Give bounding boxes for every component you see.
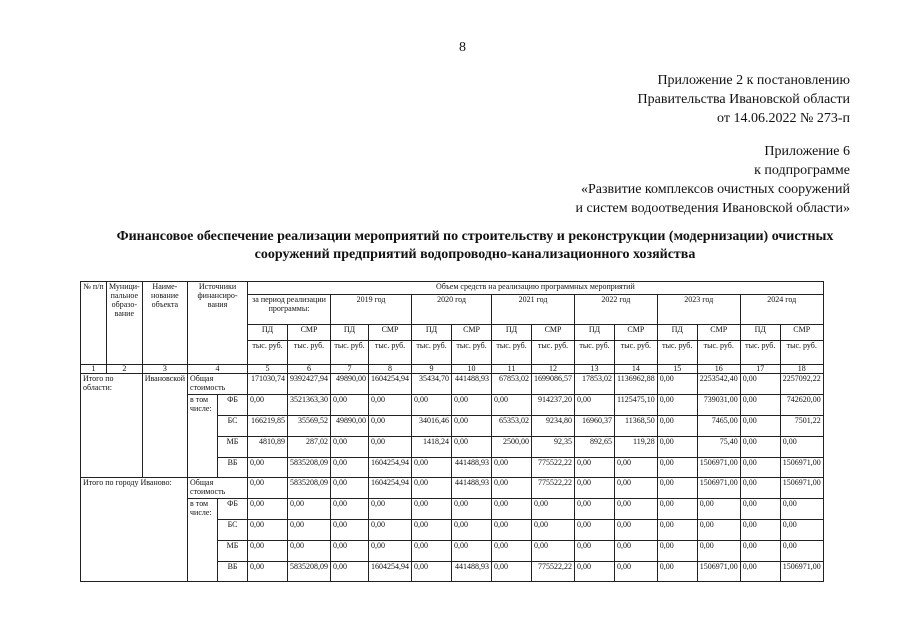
table-row <box>81 374 824 395</box>
value-cell: 0,00 <box>740 437 780 458</box>
value-cell: 0,00 <box>740 478 780 499</box>
unit-label: тыс. руб. <box>331 341 369 365</box>
value-cell: 0,00 <box>331 499 369 520</box>
pd-header: ПД <box>740 325 780 341</box>
page-number: 8 <box>459 40 466 55</box>
value-cell: 0,00 <box>697 541 740 562</box>
value-cell: 0,00 <box>369 437 412 458</box>
value-cell: 0,00 <box>369 520 412 541</box>
value-cell: 0,00 <box>412 499 452 520</box>
document-title <box>60 228 890 264</box>
value-cell: 5835208,09 <box>288 562 331 582</box>
value-cell: 1506971,00 <box>780 478 823 499</box>
value-cell: 0,00 <box>740 499 780 520</box>
total-cost-label: Общая стоимость <box>188 478 248 499</box>
value-cell: 0,00 <box>331 541 369 562</box>
value-cell: 1418,24 <box>412 437 452 458</box>
value-cell: 7465,00 <box>697 416 740 437</box>
unit-label: тыс. руб. <box>288 341 331 365</box>
value-cell: 0,00 <box>452 520 492 541</box>
value-cell: 0,00 <box>657 562 697 582</box>
value-cell: 17853,02 <box>575 374 615 395</box>
value-cell: 0,00 <box>412 562 452 582</box>
appendix-header <box>638 71 850 128</box>
value-cell: 0,00 <box>248 499 288 520</box>
value-cell: 441488,93 <box>452 458 492 478</box>
including-label: в том числе: <box>188 499 218 582</box>
value-cell: 0,00 <box>615 541 658 562</box>
year-header: 2021 год <box>492 295 575 325</box>
col-head-municipality: Муници-пальное образо-вание <box>107 282 143 365</box>
value-cell: 0,00 <box>492 541 532 562</box>
value-cell: 0,00 <box>452 395 492 416</box>
value-cell: 0,00 <box>740 416 780 437</box>
year-header: 2024 год <box>740 295 823 325</box>
block-label: Итого по городу Иваново: <box>81 478 188 582</box>
value-cell: 67853,02 <box>492 374 532 395</box>
value-cell: 49890,00 <box>331 374 369 395</box>
value-cell: 34016,46 <box>412 416 452 437</box>
value-cell: 0,00 <box>248 541 288 562</box>
value-cell: 35434,70 <box>412 374 452 395</box>
value-cell: 0,00 <box>740 374 780 395</box>
value-cell: 0,00 <box>369 395 412 416</box>
value-cell: 0,00 <box>657 520 697 541</box>
value-cell: 0,00 <box>452 416 492 437</box>
pd-header: ПД <box>657 325 697 341</box>
value-cell: 1506971,00 <box>697 562 740 582</box>
pd-header: ПД <box>575 325 615 341</box>
unit-label: тыс. руб. <box>615 341 658 365</box>
value-cell: 1699086,57 <box>532 374 575 395</box>
year-header: 2019 год <box>331 295 412 325</box>
value-cell: 119,28 <box>615 437 658 458</box>
value-cell: 1506971,00 <box>697 458 740 478</box>
value-cell: 7501,22 <box>780 416 823 437</box>
value-cell: 1604254,94 <box>369 562 412 582</box>
block-object: Ивановской <box>142 374 187 478</box>
value-cell: 0,00 <box>452 437 492 458</box>
value-cell: 775522,22 <box>532 562 575 582</box>
title-line: Финансовое обеспечение реализации мероприятий по строительству и реконструкции (модернизации) очистных <box>116 229 834 244</box>
value-cell: 0,00 <box>575 520 615 541</box>
col-number: 6 <box>288 365 331 374</box>
source-label: МБ <box>218 541 248 562</box>
value-cell: 0,00 <box>740 458 780 478</box>
value-cell: 0,00 <box>412 478 452 499</box>
appendix-line: Правительства Ивановской области <box>637 92 850 107</box>
value-cell: 0,00 <box>248 395 288 416</box>
value-cell: 0,00 <box>288 541 331 562</box>
value-cell: 0,00 <box>248 458 288 478</box>
unit-label: тыс. руб. <box>532 341 575 365</box>
value-cell: 914237,20 <box>532 395 575 416</box>
col-number: 3 <box>142 365 187 374</box>
unit-label: тыс. руб. <box>740 341 780 365</box>
pd-header: ПД <box>492 325 532 341</box>
pd-header: ПД <box>248 325 288 341</box>
value-cell: 0,00 <box>331 478 369 499</box>
pd-header: ПД <box>331 325 369 341</box>
value-cell: 0,00 <box>248 478 288 499</box>
value-cell: 0,00 <box>780 437 823 458</box>
value-cell: 0,00 <box>331 520 369 541</box>
subappendix-line: «Развитие комплексов очистных сооружений <box>580 182 850 197</box>
col-number: 8 <box>369 365 412 374</box>
col-number: 7 <box>331 365 369 374</box>
value-cell: 0,00 <box>615 520 658 541</box>
value-cell: 0,00 <box>740 562 780 582</box>
source-label: БС <box>218 520 248 541</box>
value-cell: 0,00 <box>575 458 615 478</box>
value-cell: 0,00 <box>369 499 412 520</box>
source-label: МБ <box>218 437 248 458</box>
value-cell: 1604254,94 <box>369 478 412 499</box>
col-number: 11 <box>492 365 532 374</box>
value-cell: 742620,00 <box>780 395 823 416</box>
value-cell: 2500,00 <box>492 437 532 458</box>
value-cell: 0,00 <box>248 562 288 582</box>
value-cell: 0,00 <box>575 562 615 582</box>
value-cell: 11368,50 <box>615 416 658 437</box>
value-cell: 0,00 <box>452 499 492 520</box>
unit-label: тыс. руб. <box>412 341 452 365</box>
value-cell: 0,00 <box>740 395 780 416</box>
value-cell: 0,00 <box>657 478 697 499</box>
unit-label: тыс. руб. <box>492 341 532 365</box>
value-cell: 441488,93 <box>452 374 492 395</box>
smr-header: СМР <box>697 325 740 341</box>
value-cell: 0,00 <box>657 395 697 416</box>
smr-header: СМР <box>532 325 575 341</box>
value-cell: 0,00 <box>288 520 331 541</box>
unit-label: тыс. руб. <box>452 341 492 365</box>
smr-header: СМР <box>780 325 823 341</box>
col-head-volume: Объем средств на реализацию программных мероприятий <box>248 282 824 295</box>
pd-header: ПД <box>412 325 452 341</box>
value-cell: 9234,80 <box>532 416 575 437</box>
value-cell: 0,00 <box>331 395 369 416</box>
value-cell: 775522,22 <box>532 478 575 499</box>
financing-table <box>80 281 824 582</box>
value-cell: 1506971,00 <box>780 562 823 582</box>
value-cell: 287,02 <box>288 437 331 458</box>
subappendix-line: Приложение 6 <box>764 144 850 159</box>
value-cell: 0,00 <box>575 395 615 416</box>
value-cell: 4810,89 <box>248 437 288 458</box>
total-cost-label: Общая стоимость <box>188 374 248 395</box>
unit-label: тыс. руб. <box>369 341 412 365</box>
value-cell: 0,00 <box>657 374 697 395</box>
including-label: в том числе: <box>188 395 218 478</box>
value-cell: 0,00 <box>492 499 532 520</box>
value-cell: 1506971,00 <box>780 458 823 478</box>
unit-label: тыс. руб. <box>657 341 697 365</box>
value-cell: 65353,02 <box>492 416 532 437</box>
value-cell: 0,00 <box>615 562 658 582</box>
source-label: ВБ <box>218 458 248 478</box>
year-header: 2023 год <box>657 295 740 325</box>
value-cell: 0,00 <box>575 478 615 499</box>
value-cell: 75,40 <box>697 437 740 458</box>
source-label: БС <box>218 416 248 437</box>
col-head-object: Наиме-нование объекта <box>142 282 187 365</box>
source-label: ВБ <box>218 562 248 582</box>
value-cell: 0,00 <box>492 458 532 478</box>
value-cell: 0,00 <box>492 478 532 499</box>
source-label: ФБ <box>218 499 248 520</box>
table-row <box>81 478 824 499</box>
col-number: 17 <box>740 365 780 374</box>
col-number: 12 <box>532 365 575 374</box>
block-label: Итого по области: <box>81 374 143 478</box>
smr-header: СМР <box>288 325 331 341</box>
unit-label: тыс. руб. <box>697 341 740 365</box>
col-number: 15 <box>657 365 697 374</box>
value-cell: 5835208,09 <box>288 478 331 499</box>
year-header: 2022 год <box>575 295 658 325</box>
value-cell: 0,00 <box>657 437 697 458</box>
value-cell: 0,00 <box>740 541 780 562</box>
value-cell: 0,00 <box>657 416 697 437</box>
unit-label: тыс. руб. <box>780 341 823 365</box>
value-cell: 0,00 <box>492 562 532 582</box>
value-cell: 441488,93 <box>452 562 492 582</box>
value-cell: 0,00 <box>657 499 697 520</box>
value-cell: 0,00 <box>532 520 575 541</box>
subappendix-line: и систем водоотведения Ивановской области» <box>575 201 850 216</box>
unit-label: тыс. руб. <box>248 341 288 365</box>
value-cell: 2253542,40 <box>697 374 740 395</box>
value-cell: 0,00 <box>740 520 780 541</box>
subappendix-line: к подпрограмме <box>754 163 850 178</box>
value-cell: 0,00 <box>492 395 532 416</box>
value-cell: 35569,52 <box>288 416 331 437</box>
value-cell: 2257092,22 <box>780 374 823 395</box>
value-cell: 892,65 <box>575 437 615 458</box>
value-cell: 9392427,94 <box>288 374 331 395</box>
value-cell: 0,00 <box>331 458 369 478</box>
value-cell: 0,00 <box>492 520 532 541</box>
value-cell: 5835208,09 <box>288 458 331 478</box>
col-number: 18 <box>780 365 823 374</box>
value-cell: 0,00 <box>780 520 823 541</box>
title-line: сооружений предприятий водопроводно-канализационного хозяйства <box>254 247 696 262</box>
col-head-sources: Источники финансиро-вания <box>188 282 248 365</box>
value-cell: 0,00 <box>288 499 331 520</box>
value-cell: 0,00 <box>697 499 740 520</box>
col-number: 5 <box>248 365 288 374</box>
value-cell: 1136962,88 <box>615 374 658 395</box>
col-number: 2 <box>107 365 143 374</box>
value-cell: 0,00 <box>532 541 575 562</box>
smr-header: СМР <box>615 325 658 341</box>
value-cell: 0,00 <box>575 499 615 520</box>
value-cell: 0,00 <box>452 541 492 562</box>
col-number: 9 <box>412 365 452 374</box>
value-cell: 0,00 <box>575 541 615 562</box>
value-cell: 0,00 <box>615 458 658 478</box>
value-cell: 0,00 <box>657 541 697 562</box>
value-cell: 0,00 <box>369 416 412 437</box>
value-cell: 16960,37 <box>575 416 615 437</box>
value-cell: 0,00 <box>412 395 452 416</box>
unit-label: тыс. руб. <box>575 341 615 365</box>
col-head-period: за период реализации программы: <box>248 295 331 325</box>
value-cell: 739031,00 <box>697 395 740 416</box>
value-cell: 1604254,94 <box>369 458 412 478</box>
col-number: 14 <box>615 365 658 374</box>
col-number: 4 <box>188 365 248 374</box>
value-cell: 0,00 <box>697 520 740 541</box>
value-cell: 441488,93 <box>452 478 492 499</box>
value-cell: 1125475,10 <box>615 395 658 416</box>
value-cell: 0,00 <box>248 520 288 541</box>
col-number: 13 <box>575 365 615 374</box>
value-cell: 0,00 <box>412 520 452 541</box>
value-cell: 0,00 <box>615 478 658 499</box>
value-cell: 0,00 <box>331 562 369 582</box>
value-cell: 775522,22 <box>532 458 575 478</box>
subappendix-header <box>576 142 850 218</box>
value-cell: 0,00 <box>412 541 452 562</box>
value-cell: 0,00 <box>780 499 823 520</box>
col-head-num: № п/п <box>81 282 107 365</box>
table-row <box>81 499 824 520</box>
value-cell: 0,00 <box>615 499 658 520</box>
col-number: 1 <box>81 365 107 374</box>
value-cell: 1506971,00 <box>697 478 740 499</box>
smr-header: СМР <box>452 325 492 341</box>
value-cell: 49890,00 <box>331 416 369 437</box>
col-number: 10 <box>452 365 492 374</box>
value-cell: 1604254,94 <box>369 374 412 395</box>
source-label: ФБ <box>218 395 248 416</box>
value-cell: 166219,85 <box>248 416 288 437</box>
appendix-line: Приложение 2 к постановлению <box>657 73 850 88</box>
smr-header: СМР <box>369 325 412 341</box>
value-cell: 0,00 <box>331 437 369 458</box>
value-cell: 92,35 <box>532 437 575 458</box>
year-header: 2020 год <box>412 295 492 325</box>
value-cell: 0,00 <box>657 458 697 478</box>
value-cell: 0,00 <box>532 499 575 520</box>
col-number: 16 <box>697 365 740 374</box>
appendix-line: от 14.06.2022 № 273-п <box>717 111 850 126</box>
table-row <box>81 395 824 416</box>
value-cell: 3521363,30 <box>288 395 331 416</box>
value-cell: 0,00 <box>780 541 823 562</box>
value-cell: 0,00 <box>412 458 452 478</box>
value-cell: 171030,74 <box>248 374 288 395</box>
value-cell: 0,00 <box>369 541 412 562</box>
